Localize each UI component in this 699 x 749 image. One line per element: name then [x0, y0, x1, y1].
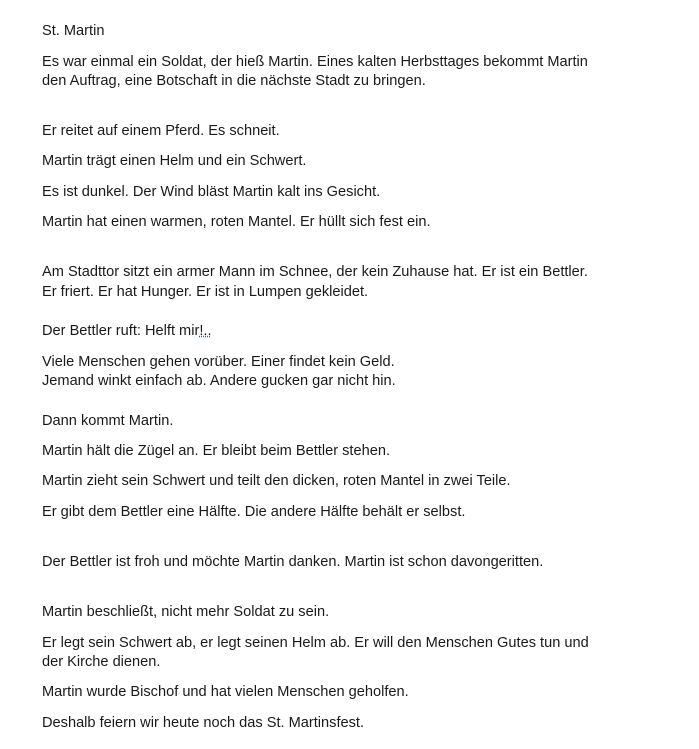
autocorrect-marker[interactable]: .. — [203, 323, 212, 339]
text-line: Martin trägt einen Helm und ein Schwert. — [42, 153, 307, 169]
text-line: Er friert. Er hat Hunger. Er ist in Lumpen gekleidet. — [42, 284, 369, 300]
text-line: Martin beschließt, nicht mehr Soldat zu sein. — [42, 604, 330, 620]
document-title: St. Martin — [42, 23, 105, 39]
text-line: Jemand winkt einfach ab. Andere gucken gar nicht hin. — [42, 373, 396, 389]
text-line: den Auftrag, eine Botschaft in die nächste Stadt zu bringen. — [42, 73, 426, 89]
text-line: Deshalb feiern wir heute noch das St. Martinsfest. — [42, 715, 365, 731]
text-line: Martin wurde Bischof und hat vielen Menschen geholfen. — [42, 684, 409, 700]
text-line: Der Bettler ruft: Helft mir — [42, 323, 200, 339]
text-line: Martin hält die Zügel an. Er bleibt beim Bettler stehen. — [42, 443, 390, 459]
text-line: Der Bettler ist froh und möchte Martin danken. Martin ist schon davongeritten. — [42, 554, 544, 570]
text-line: Am Stadttor sitzt ein armer Mann im Schnee, der kein Zuhause hat. Er ist ein Bettler. — [42, 264, 588, 280]
text-line: der Kirche dienen. — [42, 654, 161, 670]
text-line: Martin zieht sein Schwert und teilt den dicken, roten Mantel in zwei Teile. — [42, 473, 511, 489]
text-line: Er reitet auf einem Pferd. Es schneit. — [42, 123, 280, 139]
text-line: Es ist dunkel. Der Wind bläst Martin kalt ins Gesicht. — [42, 184, 381, 200]
text-line: Er legt sein Schwert ab, er legt seinen Helm ab. Er will den Menschen Gutes tun und — [42, 635, 589, 651]
text-line: Es war einmal ein Soldat, der hieß Martin. Eines kalten Herbsttages bekommt Martin — [42, 54, 588, 70]
text-line: Martin hat einen warmen, roten Mantel. Er hüllt sich fest ein. — [42, 214, 431, 230]
text-line: Er gibt dem Bettler eine Hälfte. Die andere Hälfte behält er selbst. — [42, 504, 466, 520]
text-line: Dann kommt Martin. — [42, 413, 174, 429]
exclamation-mark: ! — [199, 323, 204, 339]
text-line: Viele Menschen gehen vorüber. Einer findet kein Geld. — [42, 354, 395, 370]
text-line-with-mark — [42, 322, 212, 341]
